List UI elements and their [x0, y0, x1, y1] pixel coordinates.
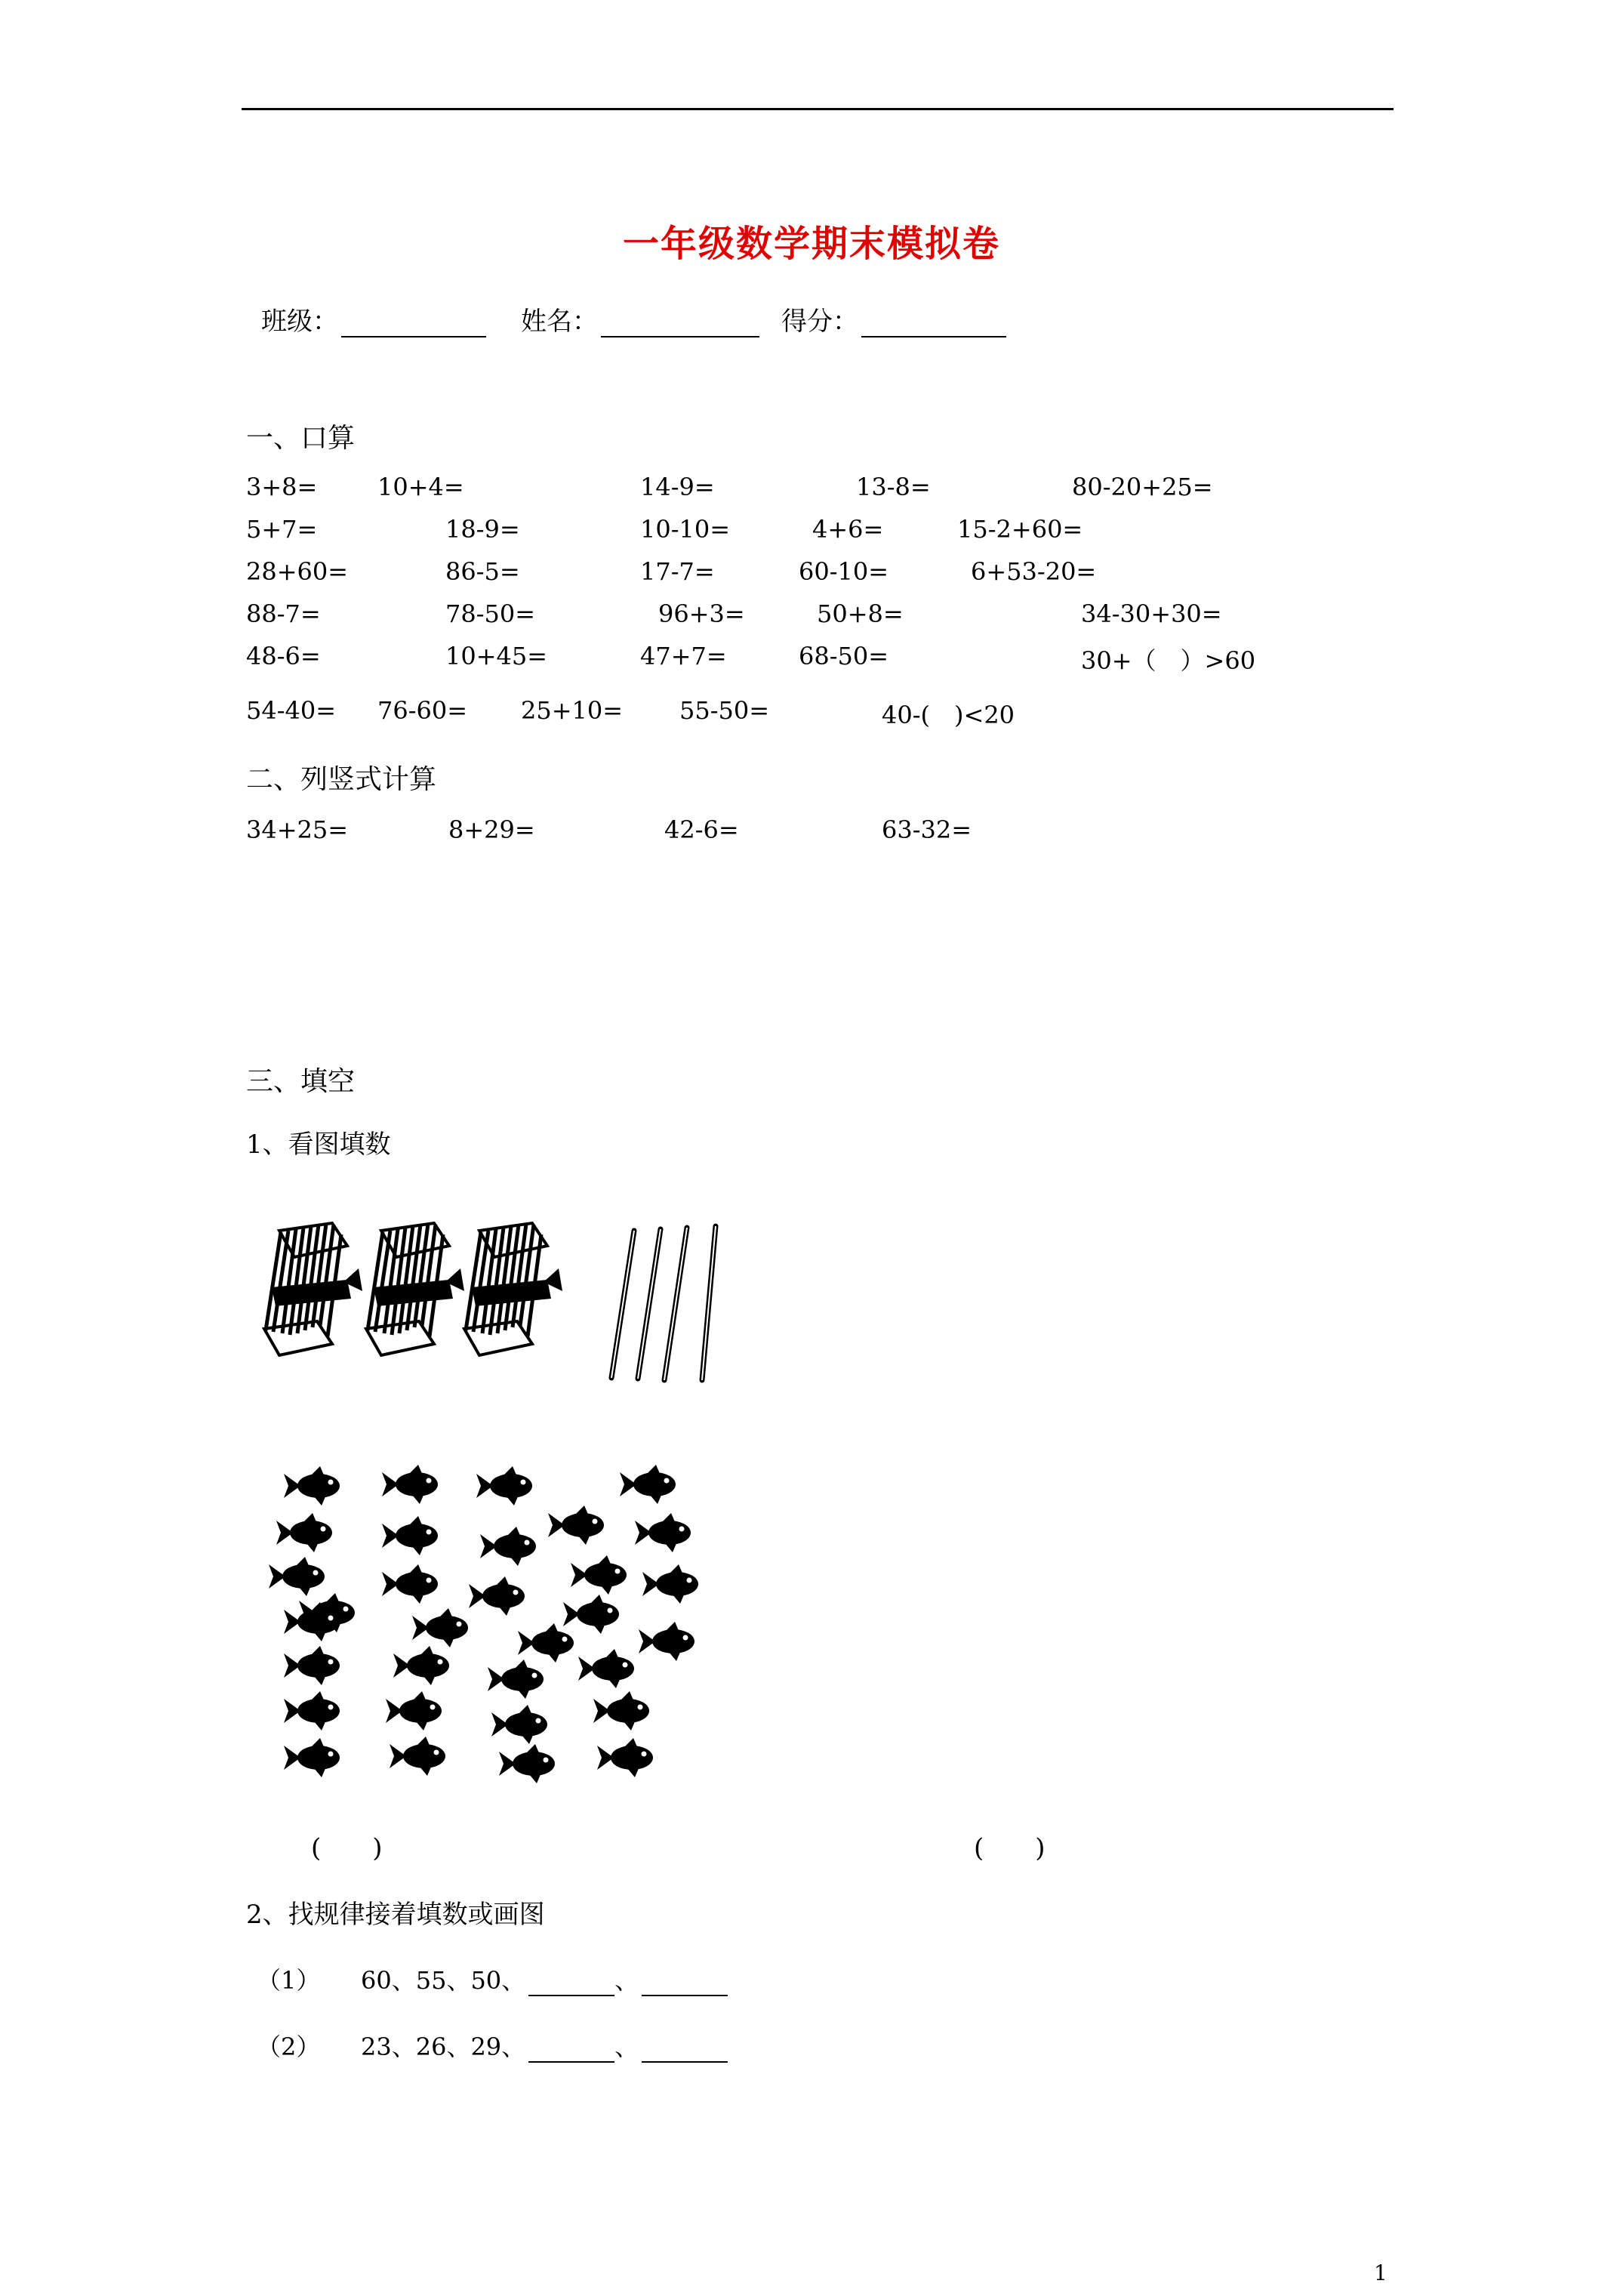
pattern-number: （1）	[257, 1966, 321, 1995]
calc-item: 40-( )<20	[882, 701, 1015, 729]
name-blank[interactable]	[601, 313, 759, 337]
calc-item: 34-30+30=	[1081, 599, 1222, 628]
calc-item: 96+3=	[658, 599, 745, 628]
pattern-separator: 、	[614, 2032, 639, 2061]
section2-heading: 二、列竖式计算	[246, 764, 437, 795]
calc-item: 60-10=	[799, 557, 889, 586]
vertical-calc-item: 8+29=	[448, 815, 535, 844]
question2-label: 2、找规律接着填数或画图	[246, 1900, 545, 1930]
calc-item: 5+7=	[246, 515, 318, 544]
calc-item: 10+4=	[377, 473, 464, 501]
fish-icon	[597, 1738, 653, 1777]
page-title: 一年级数学期末模拟卷	[622, 223, 1000, 265]
vertical-calc-item: 42-6=	[664, 815, 739, 844]
fish-icon	[390, 1737, 445, 1776]
fish-icon	[548, 1505, 604, 1545]
calc-item: 78-50=	[445, 599, 536, 628]
question1-label: 1、看图填数	[246, 1130, 391, 1160]
fish-icon	[491, 1705, 547, 1744]
pattern-sequence: 60、55、50、	[361, 1966, 526, 1995]
score-label: 得分：	[781, 307, 858, 337]
vertical-calc-item: 34+25=	[246, 815, 349, 844]
name-field	[521, 300, 759, 337]
fish-icon	[269, 1557, 325, 1596]
pattern-blank[interactable]	[642, 2039, 728, 2063]
class-blank[interactable]	[341, 313, 486, 337]
fish-icon	[593, 1691, 649, 1730]
fish-icon	[412, 1608, 468, 1647]
calc-item: 30+（ ）>60	[1081, 646, 1256, 675]
calc-item: 50+8=	[817, 599, 904, 628]
calc-item: 6+53-20=	[971, 557, 1097, 586]
fish-icon	[571, 1555, 627, 1595]
fish-icon	[393, 1646, 449, 1685]
fish-icon	[620, 1465, 676, 1504]
section3-heading: 三、填空	[246, 1066, 356, 1097]
fish-icon	[642, 1564, 698, 1604]
calc-item: 10-10=	[640, 515, 731, 544]
fish-icon	[639, 1622, 694, 1661]
pattern-number: （2）	[257, 2032, 321, 2061]
score-blank[interactable]	[861, 313, 1006, 337]
class-field	[261, 300, 486, 337]
calc-item: 13-8=	[856, 473, 931, 501]
fish-icon	[518, 1623, 574, 1663]
header-rule	[242, 108, 1394, 110]
calc-item: 55-50=	[679, 696, 770, 725]
answer-paren-right[interactable]: ( )	[974, 1833, 1046, 1863]
pattern-blank[interactable]	[528, 2039, 614, 2063]
fish-icon	[386, 1691, 442, 1730]
calc-item: 80-20+25=	[1072, 473, 1213, 501]
score-field	[781, 300, 1006, 337]
fish-icon	[563, 1595, 619, 1634]
calc-item: 54-40=	[246, 696, 337, 725]
pattern-blank[interactable]	[528, 1972, 614, 1996]
calc-item: 68-50=	[799, 642, 889, 670]
fish-icon	[499, 1744, 555, 1783]
calc-item: 88-7=	[246, 599, 321, 628]
fish-icon	[284, 1738, 340, 1777]
answer-paren-left[interactable]: ( )	[311, 1833, 383, 1863]
fish-icon	[476, 1466, 532, 1505]
calc-item: 14-9=	[640, 473, 715, 501]
name-label: 姓名：	[521, 307, 598, 337]
fish-icon	[578, 1649, 634, 1688]
fish-icon	[382, 1516, 438, 1555]
calc-item: 10+45=	[445, 642, 548, 670]
pattern-blank[interactable]	[642, 1972, 728, 1996]
vertical-calc-item: 63-32=	[882, 815, 972, 844]
calc-item: 76-60=	[377, 696, 468, 725]
calc-item: 17-7=	[640, 557, 715, 586]
calc-item: 86-5=	[445, 557, 520, 586]
calc-item: 18-9=	[445, 515, 520, 544]
pattern-row-1	[361, 1962, 728, 1996]
fish-icon	[488, 1660, 544, 1699]
pattern-sequence: 23、26、29、	[361, 2032, 526, 2061]
fish-icon	[635, 1513, 691, 1552]
fish-icon	[382, 1465, 438, 1504]
fish-icon	[480, 1527, 536, 1566]
calc-item: 4+6=	[812, 515, 884, 544]
fish-icon	[284, 1466, 340, 1505]
fish-icon	[284, 1691, 340, 1730]
pattern-separator: 、	[614, 1966, 639, 1995]
calc-item: 47+7=	[640, 642, 727, 670]
fish-icon	[276, 1513, 332, 1552]
fish-group-image	[257, 1457, 740, 1797]
page-number: 1	[1374, 2261, 1387, 2285]
calc-item: 25+10=	[521, 696, 624, 725]
calc-item: 48-6=	[246, 642, 321, 670]
calc-item: 15-2+60=	[957, 515, 1083, 544]
stick-bundles-image	[249, 1208, 740, 1389]
calc-item: 28+60=	[246, 557, 349, 586]
fish-icon	[382, 1564, 438, 1604]
section1-heading: 一、口算	[246, 423, 356, 454]
fish-icon	[469, 1576, 525, 1616]
fish-icon	[284, 1646, 340, 1685]
class-label: 班级：	[261, 307, 338, 337]
pattern-row-2	[361, 2028, 728, 2063]
calc-item: 3+8=	[246, 473, 318, 501]
